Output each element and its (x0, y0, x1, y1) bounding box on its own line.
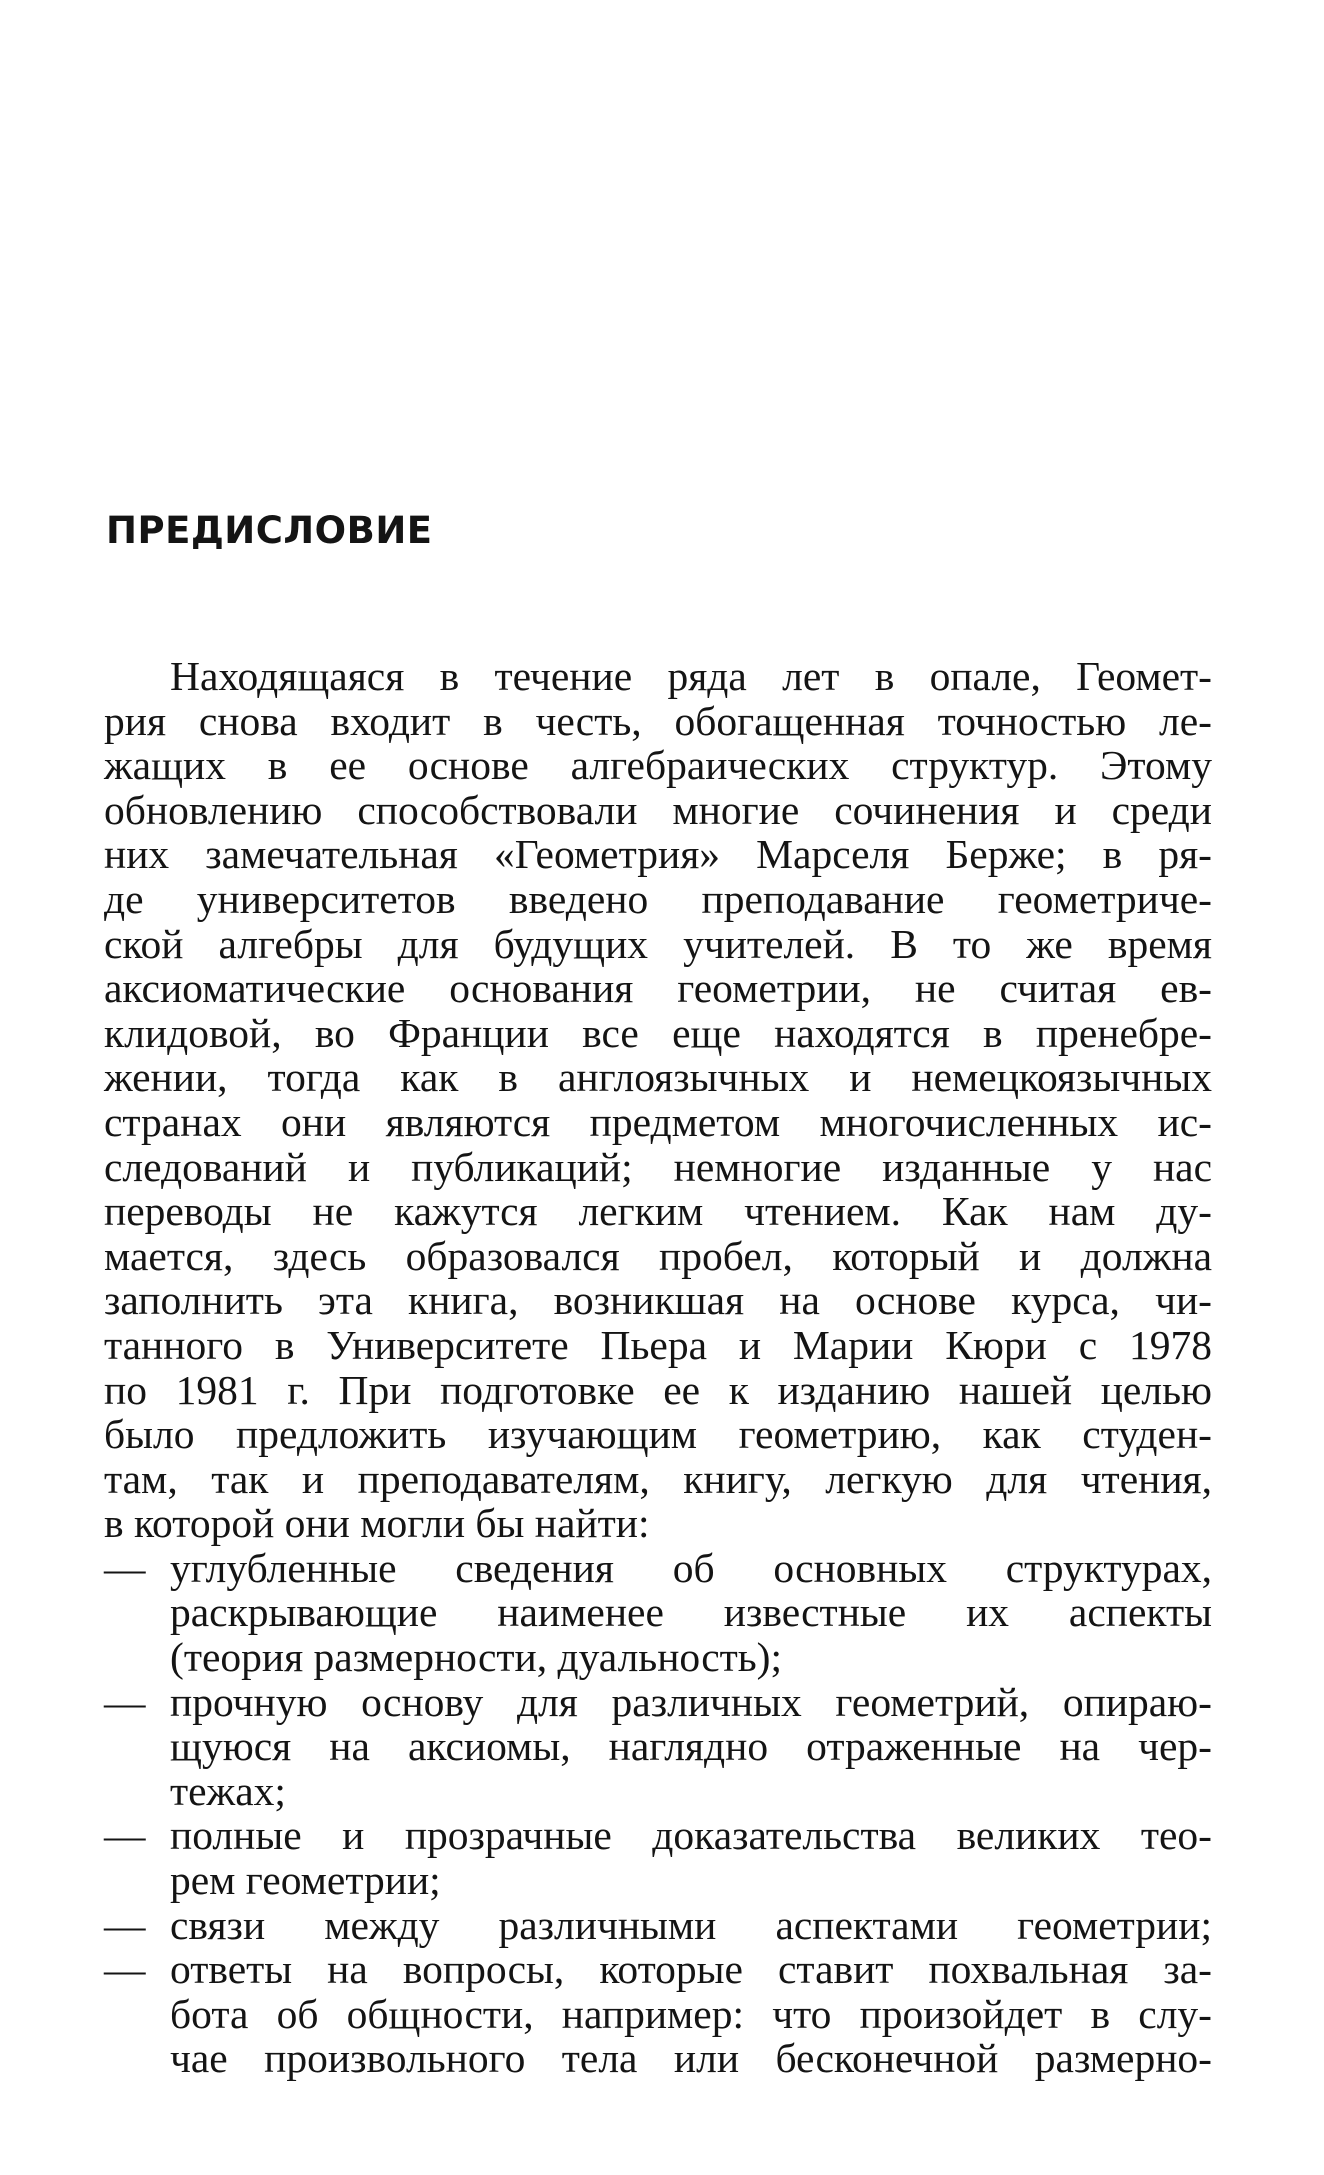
paragraph-line: них замечательная «Геометрия» Марселя Берже; в ря- (104, 831, 1212, 878)
dash-marker: — (104, 1678, 146, 1725)
dash-marker: — (104, 1901, 146, 1948)
list-item-text: прочную основу для различных геометрий, опираю- (170, 1678, 1212, 1725)
body-text (104, 654, 1212, 2081)
paragraph-line: ской алгебры для будущих учителей. В то же время (104, 920, 1212, 967)
page-title: ПРЕДИСЛОВИЕ (106, 509, 433, 552)
paragraph-line: было предложить изучающим геометрию, как студен- (104, 1411, 1212, 1458)
paragraph-line: клидовой, во Франции все еще находятся в пренебре- (104, 1009, 1212, 1056)
paragraph-line: странах они являются предметом многочисленных ис- (104, 1098, 1212, 1145)
list-item (104, 1546, 1212, 1680)
dash-list (104, 1546, 1212, 2081)
intro-paragraph (104, 654, 1212, 1546)
paragraph-line: де университетов введено преподавание геометриче- (104, 875, 1212, 922)
list-item-line: бота об общности, например: что произойдет в слу- (170, 1990, 1212, 2037)
paragraph-line: заполнить эта книга, возникшая на основе курса, чи- (104, 1277, 1212, 1324)
list-item-line (104, 1680, 1212, 1725)
paragraph-line: жении, тогда как в англоязычных и немецкоязычных (104, 1054, 1212, 1101)
paragraph-line: мается, здесь образовался пробел, который и должна (104, 1232, 1212, 1279)
paragraph-line: аксиоматические основания геометрии, не считая ев- (104, 965, 1212, 1012)
paragraph-line: в которой они могли бы найти: (104, 1500, 650, 1547)
list-item-line: тежах; (170, 1767, 286, 1814)
paragraph-line: там, так и преподавателям, книгу, легкую для чтения, (104, 1455, 1212, 1502)
paragraph-line: переводы не кажутся легким чтением. Как нам ду- (104, 1188, 1212, 1235)
dash-marker: — (104, 1812, 146, 1859)
dash-marker: — (104, 1544, 146, 1591)
dash-marker: — (104, 1946, 146, 1993)
list-item (104, 1680, 1212, 1814)
list-item (104, 1903, 1212, 1948)
list-item-line (104, 1813, 1212, 1858)
list-item (104, 1947, 1212, 2081)
list-item-line (104, 1947, 1212, 1992)
paragraph-line: обновлению способствовали многие сочинения и среди (104, 786, 1212, 833)
list-item-line (104, 1546, 1212, 1591)
list-item-line: рем геометрии; (170, 1857, 441, 1904)
paragraph-line: по 1981 г. При подготовке ее к изданию нашей целью (104, 1366, 1212, 1413)
paragraph-line: рия снова входит в честь, обогащенная точностью ле- (104, 697, 1212, 744)
list-item-line: (теория размерности, дуальность); (170, 1634, 783, 1681)
paragraph-line: следований и публикаций; немногие изданные у нас (104, 1143, 1212, 1190)
paragraph-line: танного в Университете Пьера и Марии Кюри с 1978 (104, 1321, 1212, 1368)
list-item-line: щуюся на аксиомы, наглядно отраженные на чер- (170, 1723, 1212, 1770)
list-item-text: углубленные сведения об основных структурах, (170, 1544, 1212, 1591)
paragraph-line: жащих в ее основе алгебраических структур. Этому (104, 742, 1212, 789)
list-item-text: ответы на вопросы, которые ставит похвальная за- (170, 1946, 1212, 1993)
list-item-line: раскрывающие наименее известные их аспекты (170, 1589, 1212, 1636)
list-item (104, 1813, 1212, 1902)
list-item-line: чае произвольного тела или бесконечной размерно- (170, 2035, 1212, 2082)
list-item-line (104, 1903, 1212, 1948)
list-item-text: полные и прозрачные доказательства великих тео- (170, 1812, 1212, 1859)
paragraph-line: Находящаяся в течение ряда лет в опале, Геомет- (170, 653, 1212, 699)
list-item-text: связи между различными аспектами геометрии; (170, 1901, 1212, 1948)
